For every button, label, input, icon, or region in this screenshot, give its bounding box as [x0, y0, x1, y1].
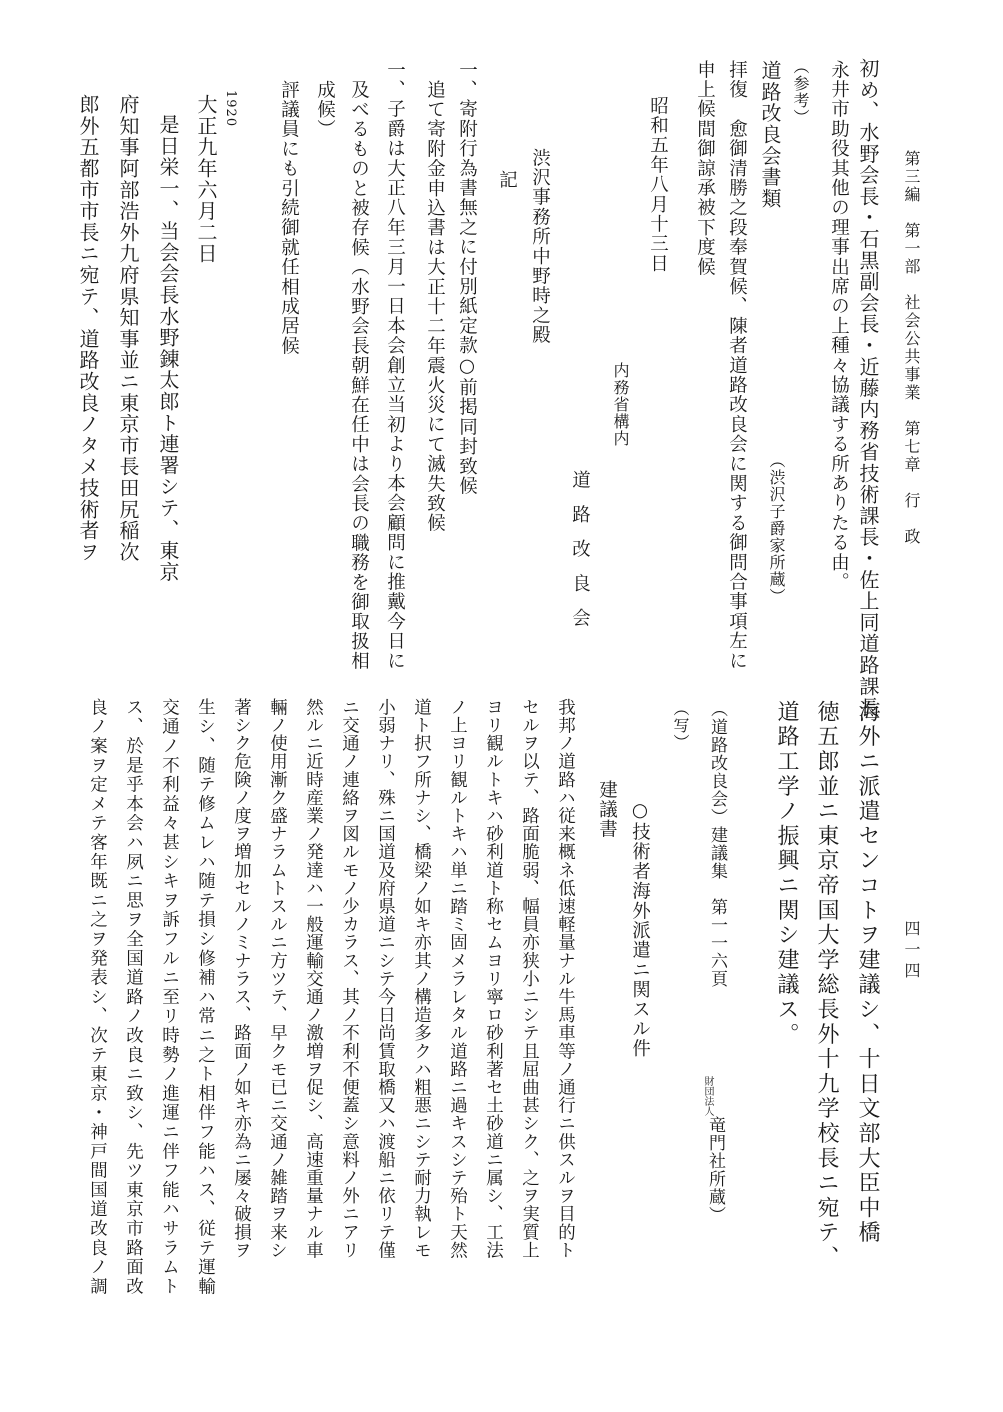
upper-col-1: 初め、水野会長・石黒副会長・近藤内務省技術課長・佐上同道路課長: [856, 58, 880, 719]
lower-col-19: 交通ノ不利益々甚シキヲ訴フルニ至リ時勢ノ進運ニ伴フ能ハサラムト: [159, 698, 180, 1297]
upper-col-15: 成候）: [314, 80, 336, 140]
lower-col-15: 然ルニ近時産業ノ発達ハ一般運輸交通ノ激増ヲ促シ、高速重量ナル車: [303, 698, 324, 1260]
proposal-heading: 建議書: [596, 780, 618, 840]
lower-col-2: 徳五郎並ニ東京帝国大学総長外十九学校長ニ宛テ、: [814, 700, 839, 1271]
lower-col-12: 道ト択フ所ナシ、橋梁ノ如キ亦其ノ構造多クハ粗悪ニシテ耐力執レモ: [411, 698, 432, 1260]
upper-col-14: 及べるものと被存候（水野会長朝鮮在任中は会長の職務を御取扱相: [348, 80, 370, 671]
source-note-shibusawa: （渋沢子爵家所蔵）: [767, 452, 786, 605]
upper-col-5: 拝復 愈御清勝之段奉賀候、陳者道路改良会に関する御問合事項左に: [726, 60, 748, 671]
upper-col-13: 一、子爵は大正八年三月一日本会創立当初より本会顧問に推戴今日に: [384, 60, 406, 671]
lower-col-16: 輛ノ使用漸ク盛ナラムトスルニ方ツテ、早クモ已ニ交通ノ雑踏ヲ来シ: [267, 698, 288, 1260]
lower-col-14: ニ交通ノ連絡ヲ図ルモノ少カラス、其ノ不利不便蓋シ意料ノ外ニアリ: [339, 698, 360, 1260]
doc-heading-road-improvement: 道路改良会書類: [758, 60, 782, 210]
section-heading-technician-dispatch: ○技術者海外派遣ニ関スル件: [629, 800, 651, 1059]
running-title: 第三編 第一部 社会公共事業 第七章 行 政: [902, 150, 921, 546]
page-number: 四一四: [902, 920, 921, 983]
lower-col-20: ス、於是乎本会ハ夙ニ思ヲ全国道路ノ改良ニ致シ、先ツ東京市路面改: [123, 698, 144, 1297]
lower-col-8: 我邦ノ道路ハ従来概ネ低速軽量ナル牛馬車等ノ通行ニ供スルヲ目的ト: [555, 698, 576, 1260]
year-western: 1920: [223, 90, 238, 128]
lower-col-13: 小弱ナリ、殊ニ国道及府県道ニシテ今日尚賃取橋又ハ渡船ニ依リテ僅: [375, 698, 396, 1260]
entry-date: 大正九年六月二日: [194, 94, 218, 265]
reference-label: （参考）: [791, 58, 810, 126]
lower-col-21: 良ノ案ヲ定メテ客年既ニ之ヲ発表シ、次テ東京・神戸間国道改良ノ調: [87, 698, 108, 1297]
upper-col-19: 府知事阿部浩外九府県知事並ニ東京市長田尻稲次: [116, 94, 140, 563]
source-reference-kengishu: （道路改良会）建議集 第一一六頁: [707, 700, 727, 988]
letter-addressee: 渋沢事務所中野時之殿: [529, 148, 551, 345]
upper-col-12: 追て寄附金申込書は大正十二年震火災にて滅失致候: [424, 80, 446, 534]
ki-heading: 記: [496, 170, 518, 190]
upper-col-18: 是日栄一、当会会長水野錬太郎ト連署シテ、東京: [156, 114, 180, 583]
upper-col-16: 評議員にも引続御就任相成居候: [278, 80, 300, 356]
sender-ministry: 内務省構内: [611, 362, 630, 447]
lower-col-17: 著シク危険ノ度ヲ増加セルノミナラス、路面ノ如キ亦為ニ屡々破損ヲ: [231, 698, 252, 1260]
upper-col-11: 一、寄附行為書無之に付別紙定款○前掲同封致候: [456, 60, 478, 496]
lower-col-18: 生シ、随テ修ムレハ随テ損シ修補ハ常ニ之ト相伴フ能ハス、従テ運輸: [195, 698, 216, 1297]
source-note-ryumonsha: 竜門社所蔵）: [705, 1116, 725, 1224]
lower-col-3: 道路工学ノ振興ニ関シ建議ス。: [774, 700, 799, 1048]
lower-col-10: ヨリ観ルトキハ砂利道ト称セムヨリ寧ロ砂利著セ土砂道ニ属シ、工法: [483, 698, 504, 1260]
copy-label: （写）: [671, 700, 690, 751]
upper-col-2: 永井市助役其他の理事出席の上種々協議する所ありたる由。: [828, 60, 850, 592]
sender-organization: 道路改良会: [569, 470, 591, 643]
lower-col-11: ノ上ヨリ観ルトキハ単ニ踏ミ固メラレタル道路ニ過キスシテ殆ト天然: [447, 698, 468, 1260]
lower-col-1: 海外ニ派遣センコトヲ建議シ、十日文部大臣中橋: [855, 700, 880, 1246]
upper-col-20: 郎外五都市市長ニ宛テ、道路改良ノタメ技術者ヲ: [76, 94, 100, 563]
letter-date: 昭和五年八月十三日: [647, 96, 669, 274]
lower-col-9: セルヲ以テ、路面脆弱、幅員亦狭小ニシテ且屈曲甚シク、之ヲ実質上: [519, 698, 540, 1260]
upper-col-6: 申上候間御諒承被下度候: [694, 60, 716, 277]
source-note-prefix: 財団法人: [702, 1076, 713, 1116]
